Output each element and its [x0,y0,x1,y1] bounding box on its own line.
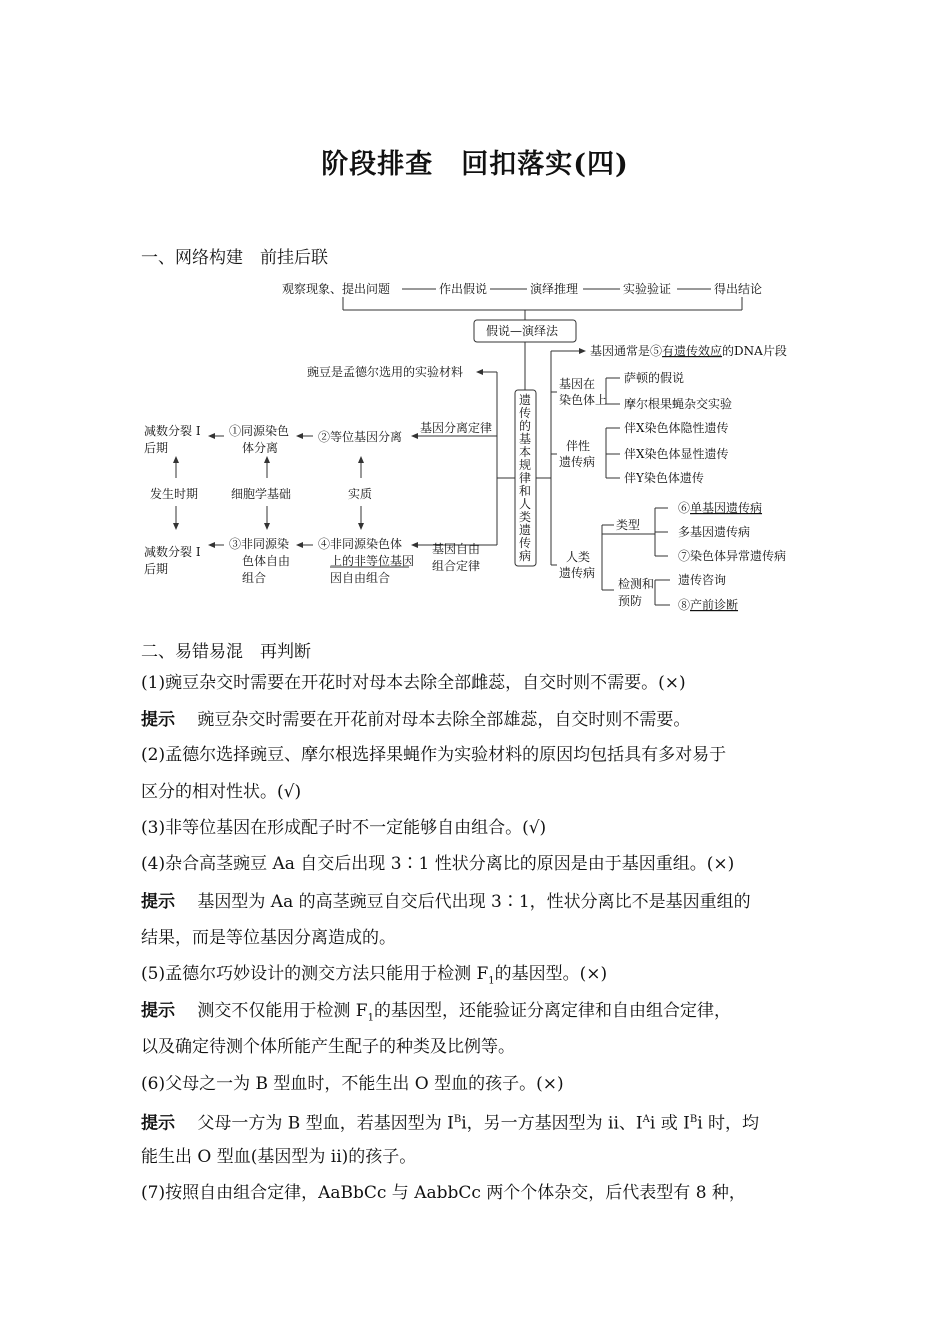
free-combination-law-1: 基因自由 [432,542,481,556]
item-5: (5)孟德尔巧妙设计的测交方法只能用于检测 $F_1$的基因型。(×) [141,964,608,987]
svg-text:体分离: 体分离 [242,441,279,455]
svg-text:遗: 遗 [519,523,532,537]
single-gene: ⑥单基因遗传病 [678,501,763,515]
svg-text:人类: 人类 [566,550,591,564]
svg-text:检测和: 检测和 [618,577,655,591]
chain-verify: 实验验证 [623,282,672,296]
svg-text:①同源染色: ①同源染色 [229,424,290,438]
svg-text:伴性: 伴性 [566,439,591,453]
svg-text:组合: 组合 [242,571,267,585]
svg-text:萨顿的假说: 萨顿的假说 [624,371,685,385]
svg-text:本: 本 [519,445,532,459]
chrom-abnormal: ⑦染色体异常遗传病 [678,549,787,563]
svg-text:人: 人 [519,497,532,511]
hypo-deduction-box: 假说—演绎法 [486,324,559,338]
chain-deduction: 演绎推理 [530,282,579,296]
svg-text:摩尔根果蝇杂交实验: 摩尔根果蝇杂交实验 [624,397,733,411]
tip-4b: 结果，而是等位基因分离造成的。 [141,928,396,948]
svg-text:伴Y染色体遗传: 伴Y染色体遗传 [624,471,704,485]
svg-text:遗传咨询: 遗传咨询 [678,573,727,587]
svg-text:的: 的 [519,419,532,433]
svg-text:基因在: 基因在 [559,377,596,391]
svg-text:遗: 遗 [519,393,532,407]
svg-text:色体自由: 色体自由 [242,554,291,568]
svg-text:多基因遗传病: 多基因遗传病 [678,525,751,539]
types-label: 类型 [616,518,641,532]
tip-4a: 提示 基因型为 Aa 的高茎豌豆自交后代出现 3∶1，性状分离比不是基因重组的 [141,892,751,912]
item-2a: (2)孟德尔选择豌豆、摩尔根选择果蝇作为实验材料的原因均包括具有多对易于 [141,745,727,765]
svg-text:传: 传 [519,536,532,550]
svg-text:律: 律 [519,471,532,485]
section-heading-judge: 二、易错易混 再判断 [141,642,311,662]
page-title: 阶段排查 回扣落实(四) [321,149,629,180]
section-heading-network: 一、网络构建 前挂后联 [141,248,328,268]
svg-text:病: 病 [519,549,532,563]
tip-6a: 提示 父母一方为 B 型血，若基因型为 $I^Bi$，另一方基因型为 ii、$I^Ai$ 或 $I^Bi$ 时，均 [141,1113,760,1134]
allele-separation: ②等位基因分离 [318,430,403,444]
item-6: (6)父母之一为 B 型血时，不能生出 O 型血的孩子。(×) [141,1074,564,1094]
svg-text:遗传病: 遗传病 [559,455,596,469]
svg-text:传: 传 [519,406,532,420]
item-2b: 区分的相对性状。(√) [141,782,302,802]
chain-observe: 观察现象、提出问题 [282,282,391,296]
svg-text:后期: 后期 [144,441,169,455]
svg-text:预防: 预防 [618,594,643,608]
item-1: (1)豌豆杂交时需要在开花时对母本去除全部雌蕊，自交时则不需要。(×) [141,673,686,693]
chain-conclusion: 得出结论 [714,282,763,296]
svg-text:染色体上: 染色体上 [559,393,608,407]
item-7: (7)按照自由组合定律，AaBbCc 与 AabbCc 两个个体杂交，后代表型有 8 种， [141,1183,746,1203]
svg-text:因自由组合: 因自由组合 [330,571,391,585]
item-4: (4)杂合高茎豌豆 Aa 自交后出现 3∶1 性状分离比的原因是由于基因重组。(×) [141,854,735,874]
prenatal: ⑧产前诊断 [678,598,739,612]
gene-usually: 基因通常是⑤有遗传效应的DNA片段 [590,344,787,358]
svg-text:类: 类 [519,510,532,524]
svg-text:遗传病: 遗传病 [559,566,596,580]
occur-period-label: 发生时期 [150,487,199,501]
svg-text:减数分裂 I: 减数分裂 I [144,424,201,438]
tip-1: 提示 豌豆杂交时需要在开花前对母本去除全部雄蕊，自交时则不需要。 [141,710,691,730]
svg-text:伴X染色体显性遗传: 伴X染色体显性遗传 [624,447,729,461]
svg-text:④非同源染色体: ④非同源染色体 [318,537,403,551]
segregation-law: 基因分离定律 [420,421,493,435]
essence-label: 实质 [348,487,373,501]
cell-basis-label: 细胞学基础 [231,487,292,501]
svg-text:后期: 后期 [144,562,169,576]
svg-text:基: 基 [519,432,532,446]
svg-text:伴X染色体隐性遗传: 伴X染色体隐性遗传 [624,421,729,435]
free-combination-law-2: 组合定律 [432,559,481,573]
svg-text:上的非等位基因: 上的非等位基因 [330,554,415,568]
svg-text:规: 规 [519,458,532,472]
tip-5b: 以及确定待测个体所能产生配子的种类及比例等。 [141,1037,515,1057]
pea-material-note: 豌豆是孟德尔选用的实验材料 [307,365,464,379]
svg-text:③非同源染: ③非同源染 [229,537,290,551]
svg-text:和: 和 [519,484,532,498]
chain-hypothesis: 作出假说 [439,282,488,296]
tip-6b: 能生出 O 型血(基因型为 ii)的孩子。 [141,1147,417,1167]
item-3: (3)非等位基因在形成配子时不一定能够自由组合。(√) [141,818,547,838]
tip-5a: 提示 测交不仅能用于检测 $F_1$的基因型，还能验证分离定律和自由组合定律， [141,1001,731,1024]
svg-text:减数分裂 I: 减数分裂 I [144,545,201,559]
